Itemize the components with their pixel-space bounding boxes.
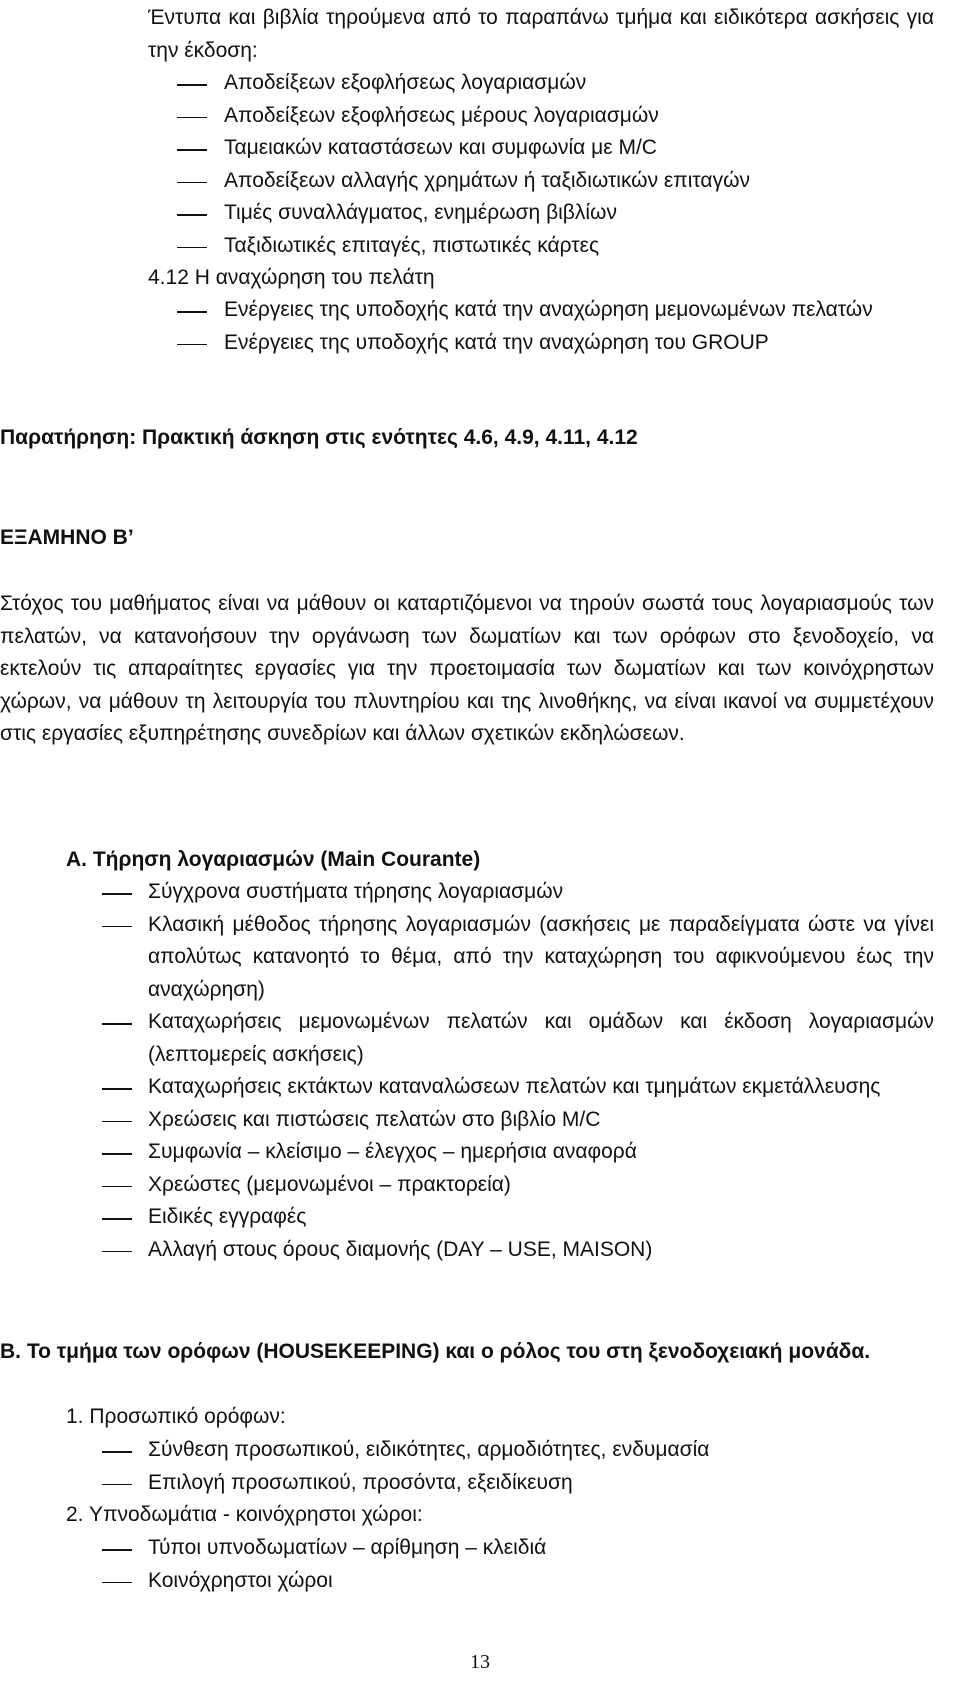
semester-heading: ΕΞΑΜΗΝΟ Β’ bbox=[0, 526, 134, 549]
list-item: Σύγχρονα συστήματα τήρησης λογαριασμών bbox=[0, 876, 934, 909]
list-item: Καταχωρήσεις εκτάκτων καταναλώσεων πελατών και τμημάτων εκμετάλλευσης bbox=[0, 1071, 934, 1104]
remark-text: Παρατήρηση: Πρακτική άσκηση στις ενότητες 4.6, 4.9, 4.11, 4.12 bbox=[0, 426, 638, 449]
list-item: Ενέργειες της υποδοχής κατά την αναχώρηση του GROUP bbox=[0, 327, 934, 360]
list-item: Ταμειακών καταστάσεων και συμφωνία με M/C bbox=[0, 132, 934, 165]
list-item: Κλασική μέθοδος τήρησης λογαριασμών (ασκήσεις με παραδείγματα ώστε να γίνει απολύτως κατανοητό το θέμα, από την καταχώρηση του αφικνούμενου έως την αναχώρηση) bbox=[0, 909, 934, 1007]
sub1-title: 1. Προσωπικό ορόφων: bbox=[66, 1405, 286, 1428]
list-item: Χρεώσεις και πιστώσεις πελατών στο βιβλίο M/C bbox=[0, 1104, 934, 1137]
sub1-list bbox=[0, 1434, 960, 1499]
list-item: Επιλογή προσωπικού, προσόντα, εξειδίκευση bbox=[0, 1467, 934, 1500]
intro-paragraph: Έντυπα και βιβλία τηρούμενα από το παραπάνω τμήμα και ειδικότερα ασκήσεις για την έκδοση: bbox=[148, 6, 934, 62]
list-item: Αλλαγή στους όρους διαμονής (DAY – USE, MAISON) bbox=[0, 1234, 934, 1267]
section-412-list bbox=[0, 294, 960, 359]
list-item: Αποδείξεων εξοφλήσεως λογαριασμών bbox=[0, 67, 934, 100]
list-item: Τύποι υπνοδωματίων – αρίθμηση – κλειδιά bbox=[0, 1532, 934, 1565]
goal-paragraph: Στόχος του μαθήματος είναι να μάθουν οι καταρτιζόμενοι να τηρούν σωστά τους λογαριασμούς των πελατών, να κατανοήσουν την οργάνωση των δωματίων και των ορόφων στο ξενοδοχείο, να εκτελούν τις απαραίτητες εργασίες για την προετοιμασία των δωματίων και των κοινόχρηστων χώρων, να μάθουν τη λειτουργία του πλυντηρίου και της λινοθήκης, να είναι ικανοί να συμμετέχουν στις εργασίες εξυπηρέτησης συνεδρίων και άλλων σχετικών εκδηλώσεων. bbox=[0, 592, 934, 745]
section-a-list bbox=[0, 876, 960, 1266]
sub2-title: 2. Υπνοδωμάτια - κοινόχρηστοι χώροι: bbox=[66, 1503, 423, 1526]
section-a-title: Α. Τήρηση λογαριασμών (Main Courante) bbox=[66, 848, 481, 871]
section-412-title: 4.12 Η αναχώρηση του πελάτη bbox=[148, 266, 435, 289]
intro-list bbox=[0, 67, 960, 262]
list-item: Συμφωνία – κλείσιμο – έλεγχος – ημερήσια αναφορά bbox=[0, 1136, 934, 1169]
list-item: Τιμές συναλλάγματος, ενημέρωση βιβλίων bbox=[0, 197, 934, 230]
page-number: 13 bbox=[470, 1651, 490, 1673]
list-item: Αποδείξεων αλλαγής χρημάτων ή ταξιδιωτικών επιταγών bbox=[0, 165, 934, 198]
list-item: Κοινόχρηστοι χώροι bbox=[0, 1565, 934, 1598]
list-item: Αποδείξεων εξοφλήσεως μέρους λογαριασμών bbox=[0, 100, 934, 133]
list-item: Σύνθεση προσωπικού, ειδικότητες, αρμοδιότητες, ενδυμασία bbox=[0, 1434, 934, 1467]
section-b-title: Β. Το τμήμα των ορόφων (HOUSEKEEPING) και ο ρόλος του στη ξενοδοχειακή μονάδα. bbox=[0, 1340, 871, 1363]
sub2-list bbox=[0, 1532, 960, 1597]
list-item: Ταξιδιωτικές επιταγές, πιστωτικές κάρτες bbox=[0, 230, 934, 263]
list-item: Καταχωρήσεις μεμονωμένων πελατών και ομάδων και έκδοση λογαριασμών (λεπτομερείς ασκήσεις) bbox=[0, 1006, 934, 1071]
list-item: Χρεώστες (μεμονωμένοι – πρακτορεία) bbox=[0, 1169, 934, 1202]
list-item: Ειδικές εγγραφές bbox=[0, 1201, 934, 1234]
list-item: Ενέργειες της υποδοχής κατά την αναχώρηση μεμονωμένων πελατών bbox=[0, 294, 934, 327]
